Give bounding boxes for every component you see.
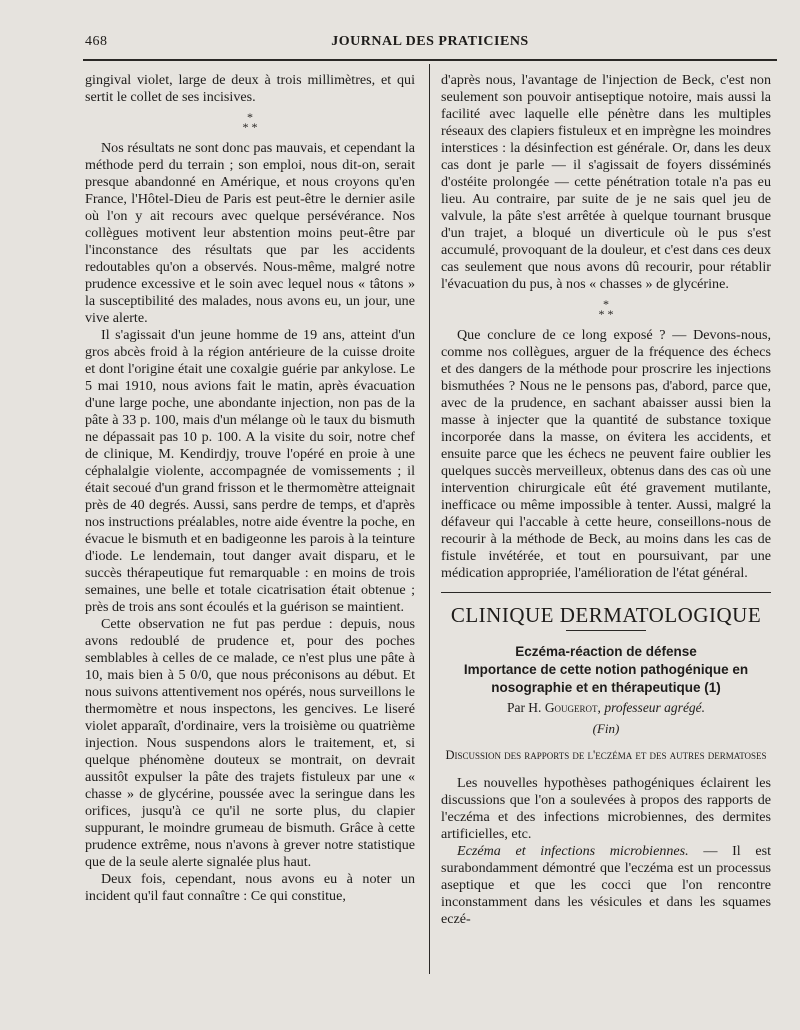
page-header — [85, 34, 775, 56]
section-rule — [441, 592, 771, 593]
short-rule — [566, 630, 646, 631]
right-column — [441, 72, 771, 982]
article-subtitle: Importance de cette notion pathogénique en nosographie et en thérapeutique (1) — [463, 662, 749, 695]
paragraph: Il s'agissait d'un jeune homme de 19 ans, atteint d'un gros abcès froid à la région antérieure de la cuisse droite et dont l'origine était une coxalgie guérie par ankylose. Le 5 mai 1910, nous avions fait le matin, après évacuation d'une large poche, une abondante injection, non pas de la pâte à 33 p. 100, mais d'un mélange où le taux du bismuth ne dépassait pas 10 p. 100. A la visite du soir, notre chef de clinique, M. Kendirdjy, trouve l'opéré en proie à une céphalalgie violente, accompagnée de vomissements ; il était secoué d'un grand frisson et le thermomètre atteignait près de 40 degrés. Aussi, sans perdre de temps, et d'après nos instructions préalables, notre aide éventre la poche, en évacue le bismuth et en badigeonne les parois à la teinture d'iode. Le lendemain, tout danger avait disparu, et le succès thérapeutique fut remarquable : en moins de trois semaines, une belle et totale cicatrisation était obtenue ; près de trois ans sont écoulés et la guérison se maintient. — [85, 327, 415, 615]
paragraph: Nos résultats ne sont donc pas mauvais, et cependant la méthode perd du terrain ; son emploi, nous dit-on, serait presque abandonné en Amérique, et nous croyons qu'en France, l'Hôtel-Dieu de Paris est peut-être le dernier asile où l'on y ait recours avec quelque persévérance. Nos collègues motivent leur abstention moins peut-être par l'inconstance des résultats que par les accidents redoutables qu'on a observés. Nous-même, malgré notre prudence excessive et le soin avec lequel nous « tâtons » la susceptibilité des malades, nous avons eu, un jour, une vive alerte. — [85, 140, 415, 326]
paragraph-body: — Il est surabondamment démontré que l'eczéma est un processus aseptique et que les cocci que l'on rencontre inconstamment dans les vésicules et dans les squames eczé- — [441, 843, 771, 927]
asterism: * * * — [242, 110, 258, 134]
fin-label: (Fin) — [592, 721, 620, 736]
paragraph: Les nouvelles hypothèses pathogéniques éclairent les discussions que l'on a soulevées à propos des rapports de l'eczéma et des infections microbiennes, des dermites artificielles, etc. — [441, 775, 771, 842]
paragraph-lead: Eczéma et infections microbiennes. — [457, 843, 689, 859]
author-role: professeur agrégé. — [604, 700, 706, 715]
author-name: Gougerot, — [544, 700, 601, 715]
paragraph: gingival violet, large de deux à trois millimètres, et qui sertit le collet de ses incisives. — [85, 72, 415, 105]
paragraph: Cette observation ne fut pas perdue : depuis, nous avons redoublé de prudence et, pour des poches semblables à celles de ce malade, ce n'est plus une pâte à 10, mais bien à 5 0/0, que nous préconisons au début. Et nous suivons attentivement nos opérés, nous surveillons le thermomètre et nous inspectons, les gencives. Le liseré violet apparaît, d'ordinaire, vers la troisième ou quatrième injection. Nous suspendons alors le traitement, et, si quelque phénomène douteux se montrait, on devrait aussitôt expulser la pâte des trajets fistuleux par une « chasse » de glycérine, poussée avec la seringue dans les orifices, jusqu'à ce qu'il ne sorte plus, du clapier suppurant, le moindre grumeau de bismuth. Grâce à cette prudence extrême, nous n'avons à grever notre statistique que de la seule alerte signalée plus haut. — [85, 616, 415, 870]
paragraph: d'après nous, l'avantage de l'injection de Beck, c'est non seulement son pouvoir antiseptique notoire, mais aussi la facilité avec laquelle elle pénètre dans les multiples réseaux des clapiers fistuleux et en imprègne les moindres interstices : la désinfection est générale. Or, dans les deux cas dont je parle — il s'agissait de foyers disséminés d'ostéite prolongée — cette pénétration totale n'a pas eu lieu. Au contraire, par suite de je ne sais quel jeu de valvule, la pâte s'est arrêtée à quelque tournant brusque d'un trajet, a bloqué un diverticule où le pus s'est accumulé, provoquant de la douleur, et c'est dans ces deux cas seulement que nous avons dû recourir, pour rétablir l'évacuation du pus, à nos « chasses » de glycérine. — [441, 72, 771, 292]
asterism: * * * — [598, 297, 614, 321]
paragraph — [441, 843, 771, 928]
subsection-heading: Discussion des rapports de l'eczéma et des autres dermatoses — [445, 748, 767, 762]
paragraph: Que conclure de ce long exposé ? — Devons-nous, comme nos collègues, arguer de la fréquence des échecs et des dangers de la méthode pour proscrire les injections bismuthées ? Nous ne le pensons pas, d'abord, parce que, avec de la prudence, en sachant abaisser aussi bien la masse à injecter que la quantité de substance toxique incorporée dans la masse, on évitera les accidents, et ensuite parce que les échecs ne peuvent faire oublier les quelques succès merveilleux, obtenus dans des cas où une intervention chirurgicale eût été gravement mutilante, inefficace ou même impossible à tenter. Aussi, malgré la défaveur qui l'accable à cette heure, conseillons-nous de recourir à la méthode de Beck, au moins dans les cas de fistule invétérée, et tout en poursuivant, par une médication appropriée, l'amélioration de l'état général. — [441, 327, 771, 581]
paragraph: Deux fois, cependant, nous avons eu à noter un incident qu'il faut connaître : Ce qui constitue, — [85, 871, 415, 904]
page-number: 468 — [85, 34, 108, 49]
article-title: Eczéma-réaction de défense — [515, 644, 697, 659]
author-line — [441, 699, 771, 716]
left-column — [85, 72, 415, 982]
journal-title: JOURNAL DES PRATICIENS — [331, 34, 529, 49]
header-rule — [83, 59, 777, 61]
section-title: CLINIQUE DERMATOLOGIQUE — [450, 603, 762, 627]
author-prefix: Par H. — [506, 700, 542, 715]
column-divider — [429, 64, 430, 974]
